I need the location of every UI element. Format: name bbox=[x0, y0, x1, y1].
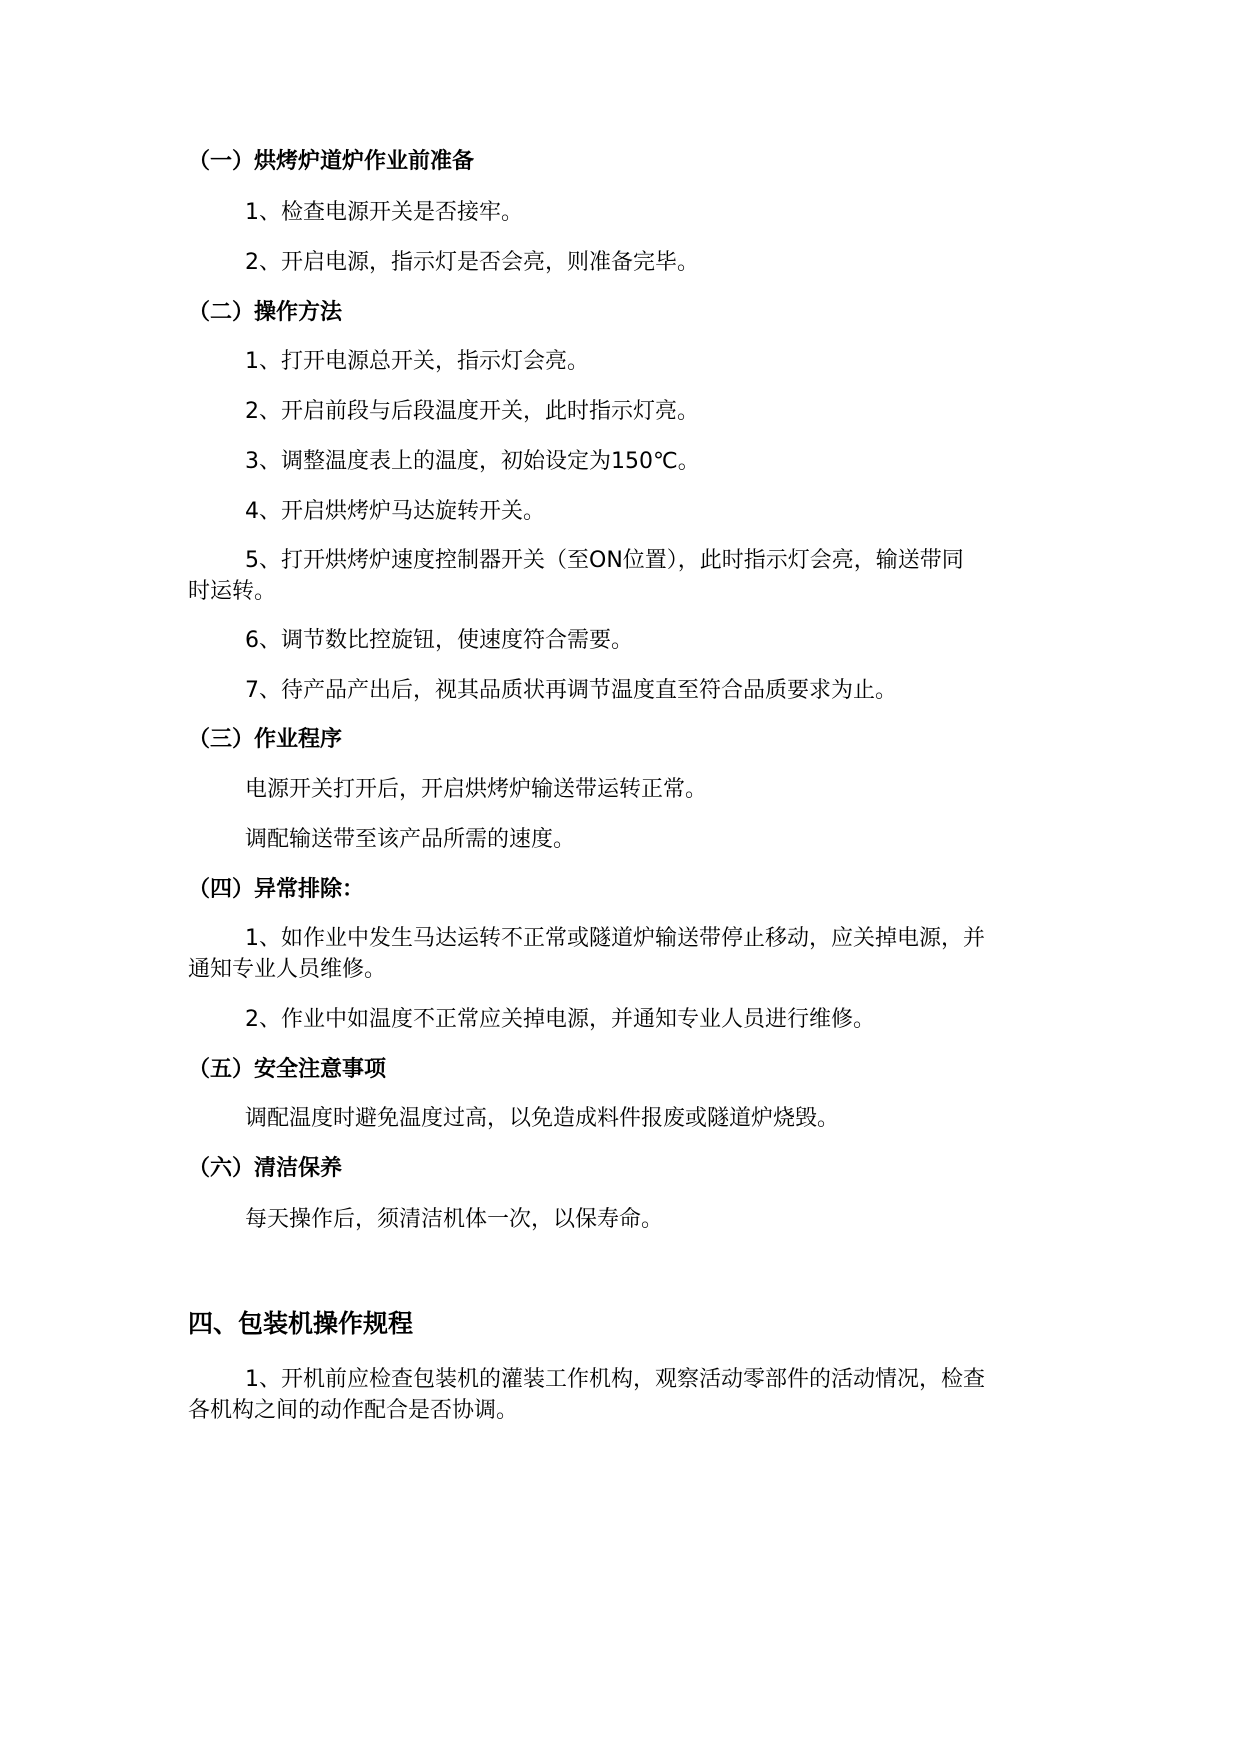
paragraph-line: 3、调整温度表上的温度，初始设定为150℃。 bbox=[245, 449, 700, 474]
paragraph-line: 时运转。 bbox=[188, 579, 277, 604]
paragraph-line: 通知专业人员维修。 bbox=[188, 957, 387, 982]
paragraph-line: 1、开机前应检查包装机的灌装工作机构，观察活动零部件的活动情况，检查 bbox=[245, 1367, 985, 1392]
paragraph-line: 1、打开电源总开关，指示灯会亮。 bbox=[245, 349, 589, 374]
paragraph-line: 2、作业中如温度不正常应关掉电源，并通知专业人员进行维修。 bbox=[245, 1007, 875, 1032]
paragraph-line: 2、开启电源，指示灯是否会亮，则准备完毕。 bbox=[245, 250, 699, 275]
paragraph-line: 各机构之间的动作配合是否协调。 bbox=[188, 1398, 519, 1423]
section-heading: （三）作业程序 bbox=[188, 727, 343, 752]
paragraph-line: 4、开启烘烤炉马达旋转开关。 bbox=[245, 499, 545, 524]
section-heading: （一）烘烤炉道炉作业前准备 bbox=[188, 149, 475, 174]
paragraph-line: 调配输送带至该产品所需的速度。 bbox=[245, 827, 576, 852]
chapter-heading: 四、包装机操作规程 bbox=[188, 1309, 414, 1338]
section-heading: （四）异常排除： bbox=[188, 877, 365, 902]
paragraph-line: 每天操作后，须清洁机体一次，以保寿命。 bbox=[245, 1207, 664, 1232]
paragraph-line: 1、如作业中发生马达运转不正常或隧道炉输送带停止移动，应关掉电源，并 bbox=[245, 926, 985, 951]
section-heading: （六）清洁保养 bbox=[188, 1156, 343, 1181]
paragraph-line: 1、检查电源开关是否接牢。 bbox=[245, 200, 523, 225]
paragraph-line: 电源开关打开后，开启烘烤炉输送带运转正常。 bbox=[245, 777, 708, 802]
paragraph-line: 调配温度时避免温度过高，以免造成料件报废或隧道炉烧毁。 bbox=[245, 1106, 840, 1131]
paragraph-line: 7、待产品产出后，视其品质状再调节温度直至符合品质要求为止。 bbox=[245, 678, 897, 703]
paragraph-line: 2、开启前段与后段温度开关，此时指示灯亮。 bbox=[245, 399, 699, 424]
section-heading: （二）操作方法 bbox=[188, 300, 343, 325]
paragraph-line: 5、打开烘烤炉速度控制器开关（至ON位置），此时指示灯会亮，输送带同 bbox=[245, 548, 964, 573]
paragraph-line: 6、调节数比控旋钮，使速度符合需要。 bbox=[245, 628, 633, 653]
section-heading: （五）安全注意事项 bbox=[188, 1057, 387, 1082]
